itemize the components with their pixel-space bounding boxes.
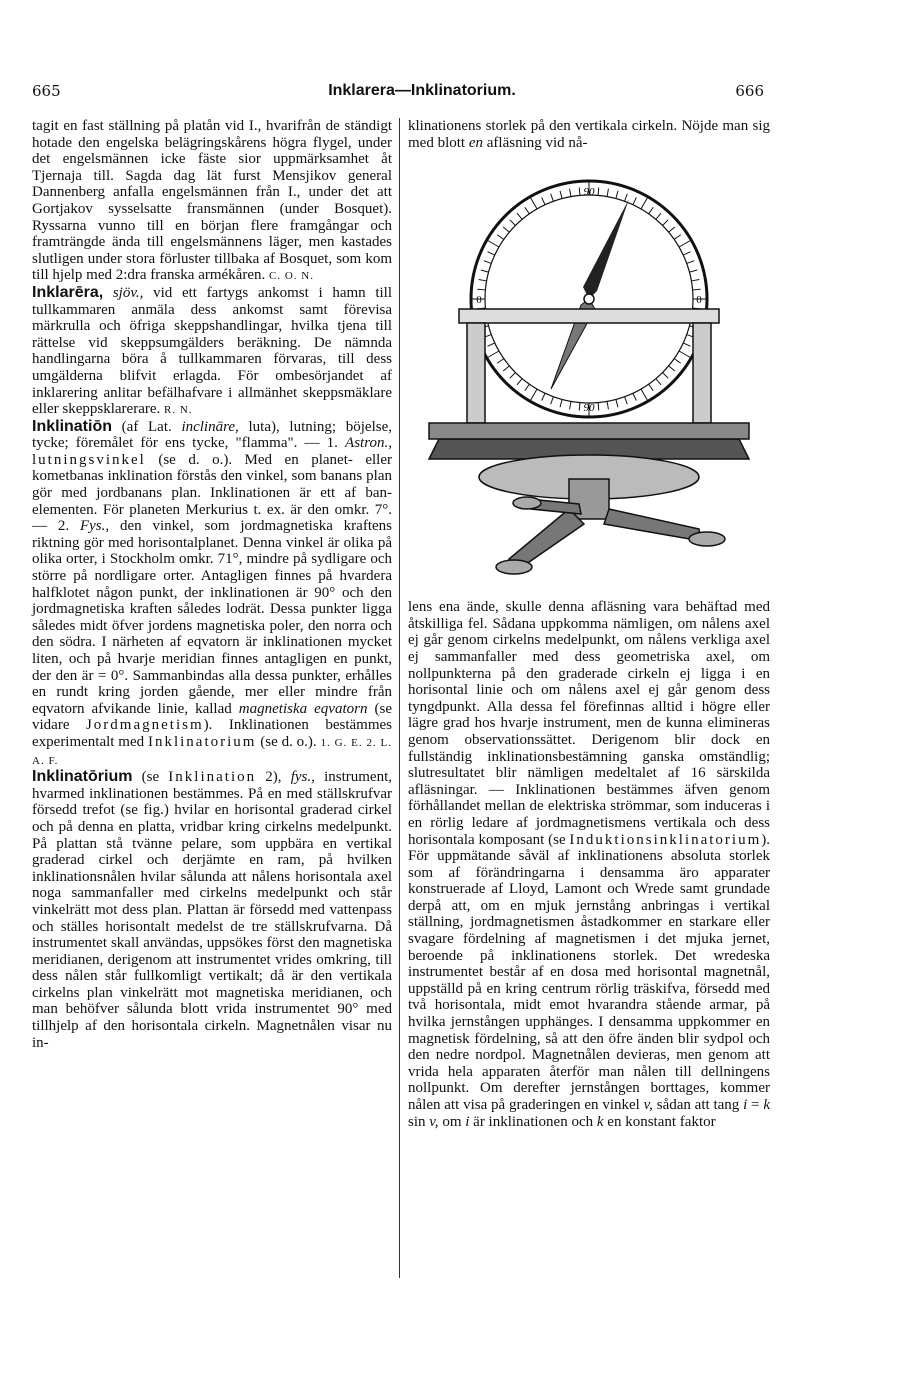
math-var: v, (643, 1097, 653, 1113)
abbr: Fys., (79, 518, 110, 535)
graduation-tick (625, 194, 628, 202)
entry-inklinatorium (32, 769, 392, 1051)
graduation-tick (598, 188, 599, 196)
graduation-tick (616, 191, 618, 199)
graduation-tick (487, 252, 494, 255)
graduation-tick (689, 270, 697, 272)
signature: C. O. N. (269, 270, 314, 283)
graduation-tick (570, 189, 571, 197)
graduation-tick (477, 289, 485, 290)
needle-axis (584, 294, 594, 304)
magnetic-needle-upper (583, 199, 629, 299)
graduation-tick (579, 403, 580, 411)
page-number-right: 666 (735, 82, 764, 100)
entry-inklination (32, 419, 392, 769)
text: är inklinationen och (469, 1113, 597, 1130)
graduation-tick (674, 359, 681, 364)
text: (se (132, 769, 169, 786)
graduation-tick (510, 373, 516, 379)
scale-label-left: 0 (476, 294, 482, 307)
inclinometer-illustration (419, 159, 759, 589)
scale-label-top: 90 (583, 186, 595, 199)
graduation-tick (693, 289, 701, 290)
pillar-left (467, 323, 485, 423)
text: ). Inklinationen bestämmes experimentalt med (32, 717, 392, 750)
text: = (747, 1097, 764, 1113)
spaced-term: Jordmagnetism (85, 717, 204, 734)
graduation-tick (487, 343, 494, 346)
text: vid ett fartygs ankomst i hamn till tullkammaren anmäla dess ankomst samt förevisa märkrulla och öfriga skeppshandlingar, hvilka tjena till rättelse vid skeppsumgälders beräkning. De nämnda handlingarna böra å tullkammaren förvaras, till dess umgälderna blifvit erlagda. För ombesörjandet af inklarering anlitar befälhafvare i allmänhet skeppsmäklare eller skeppsklarerare. (32, 284, 392, 418)
abbr: fys., (290, 769, 315, 786)
graduation-tick (656, 379, 661, 385)
graduation-tick (510, 220, 516, 226)
graduation-tick (687, 261, 695, 264)
scale-label-right: 0 (696, 294, 702, 307)
graduation-tick (633, 198, 636, 205)
graduation-tick (691, 280, 699, 281)
graduation-tick (481, 270, 489, 272)
graduation-tick (633, 393, 636, 400)
graduation-tick (656, 213, 661, 219)
signature: R. N. (164, 404, 193, 417)
leveling-screw-right (689, 532, 725, 546)
pillar-right (693, 323, 711, 423)
math-var: k (763, 1097, 770, 1113)
text: sådan att tang (652, 1097, 744, 1113)
leveling-screw-left (496, 560, 532, 574)
graduation-tick (487, 240, 499, 247)
text: (af Lat. (112, 418, 182, 435)
graduation-tick (679, 351, 691, 358)
math-var: i (465, 1113, 470, 1130)
paragraph-continued (408, 118, 770, 151)
text: ). För uppmätande såväl af inklinationens absoluta storlek som af förändringarna i densamma äro apparater konstruerade af Lloyd, Lamont och Wrede samt grundade derpå att, om en mjuk jernstång anbringas i vertikal ställning, jordmagnetismen åstadkommer en starkare eller svagare fördelning af magnetismen i det mjuka jernet, beroende på inklinationens storlek. Det wredeska instrumentet består af en dosa med horisontal magnetnål, uppställd på en kring centrum rörlig träskifva, försedd med två horisontala, midt emot hvarandra stående armar, på hvilka jernstången upphänges. I densamma uppkommer en magnetisk fördelning, så att den öfre änden blir sydpol och den nedre nordpol. Magnetnålen devieras, men genom att vrida hela apparaten återför man nålen till dellningens nollpunkt. Om derefter jernstången borttages, kommer nålen att visa på graderingen en vinkel (408, 831, 770, 1113)
graduation-tick (542, 198, 545, 205)
page-number-left: 665 (32, 82, 61, 100)
graduation-tick (551, 397, 554, 405)
spaced-term: Inklinatorium (147, 733, 257, 750)
graduation-tick (530, 197, 537, 209)
math-var: k (596, 1113, 604, 1130)
horizontal-frame-bar (459, 309, 719, 323)
base-plate-edge (429, 423, 749, 439)
spaced-term: Induktionsinklinatorium (569, 831, 762, 848)
leveling-screw-back (513, 497, 541, 509)
abbr: Astron., (345, 435, 392, 452)
graduation-tick (674, 235, 681, 240)
graduation-tick (663, 373, 669, 379)
abbr: sjöv., (112, 284, 144, 301)
graduation-tick (579, 188, 580, 196)
latin-word: inclināre, (181, 418, 239, 435)
graduation-tick (560, 191, 562, 199)
graduation-tick (560, 400, 562, 408)
graduation-tick (484, 261, 492, 264)
italic-term: magnetiska eqvatorn (238, 700, 368, 717)
graduation-tick (649, 207, 654, 214)
text: (se d. o.). (256, 733, 317, 750)
graduation-tick (598, 403, 599, 411)
graduation-tick (497, 359, 504, 364)
text: luta), lutning; böjelse, tycke; föremålet för ens tycke, "flamma". — 1. (32, 418, 392, 452)
graduation-tick (683, 343, 690, 346)
graduation-tick (517, 213, 522, 219)
graduation-tick (542, 393, 545, 400)
paragraph-inkerman (32, 118, 392, 285)
graduation-tick (679, 240, 691, 247)
entry-headword: Inklarēra, (32, 283, 104, 301)
spaced-term: Inklination (168, 769, 257, 786)
column-rule (399, 118, 400, 1278)
graduation-tick (663, 220, 669, 226)
text: om (438, 1113, 466, 1130)
text: tagit en fast ställning på platån vid I., hvarifrån de ständigt hotade den engelska belägringskårens högra flygel, under det engelsmännen icke fäste sior uppmärksamhet åt Tjernaja till. Sagda dag lät furst Mensjikov general Dannenberg anfalla engelsmännen från I., under det att Gortjakov sysselsatte fransmännen (under Bosquet). Ryssarna vunno till en början flere framgångar och framträngde ända till engelsmännens läger, men kastades slutligen under stora förluster tillbaka af Bosquet, som kom till hjelp med 2:dra franska armékåren. (32, 118, 392, 284)
signature: 1. G. E. 2. L. A. F. (32, 736, 392, 767)
text: den vinkel, som jordmagnetiska kraftens riktning gör med horisontalplanet. Denna vinkel är olika på olika orter, i Stockholm omkr. 71°, mindre på sydligare och större på nordligare orter. Antagligen finnes på hvardera halfklotet någon punkt, der inklinationen är 90° och den jordmagnetiska kraften således lodrät. Dessa punkter ligga således midt öfver jordens magnetiska poler, den norra och den södra. I närheten af eqvatorn är inklinationen mycket liten, och på hvarje meridian finnes antagligen en punkt, der den är = 0°. Sammanbindas alla dessa punkter, erhålles en rundt kring jorden gående, mer eller mindre från eqvatorn afvikande linie, kallad (32, 518, 392, 717)
text: afläsning vid nå- (483, 134, 588, 151)
text: sin (408, 1113, 430, 1130)
text: lens ena ände, skulle denna afläsning vara behäftad med åtskilliga fel. Sådana uppkomma nämligen, om nålens axel ej går genom cirkelns medelpunkt, om nålens verkliga axel ej sammanfaller med dess geometriska axel, om nollpunkterna på den graderade cirkeln ej ligga i en horisontal linie och om nålens axel ej går genom dess tyngdpunkt. Alla dessa fel förefinnas alltid i högre eller lägre grad hos hvarje instrument, men de kunna elimineras genom observationssättet. Derigenom blir dock en fullständig inklinationsbestämning ganska omständlig; slutresultatet blir nämligen medeltalet af 16 särskilda afläsningar. — Inklinationen bestämmes äfven genom förhållandet mellan de elektriska strömmar, som induceras i en rörlig ledare af jordmagnetismens vertikala och dess horisontala komposant (se (408, 599, 770, 848)
paragraph-after-figure (408, 599, 770, 1130)
running-title-text: Inklarera—Inklinatorium. (328, 82, 516, 99)
graduation-tick (669, 227, 675, 232)
entry-headword: Inklinatōrium (32, 768, 133, 786)
graduation-tick (641, 389, 648, 401)
running-title (0, 82, 904, 100)
entry-headword: Inklinatiōn (32, 417, 112, 435)
math-var: v, (429, 1113, 439, 1130)
text: 2), (256, 769, 291, 786)
graduation-tick (669, 366, 675, 371)
graduation-tick (487, 351, 499, 358)
graduation-tick (503, 366, 509, 371)
text: klinationens storlek på den vertikala cirkeln. Nöjde man sig med blott (408, 118, 770, 151)
graduation-tick (525, 384, 530, 391)
spaced-term: lutningsvinkel (32, 451, 146, 468)
text: (se vidare (32, 700, 392, 734)
text: instrument, hvarmed inklinationen bestämmes. På en med ställskrufvar försedd trefot (se fig.) hvilar en horisontal graderad cirkel och på denna en platta, vridbar kring cirkelns medelpunkt. På plattan stå tvänne pelare, som uppbära en vertikal graderad cirkel och derjämte en ram, på hvilken inklinationsnålen hvilar sålunda att nålens horisontala axel noga sammanfaller med cirkelns medelpunkt och står vinkelrätt mot dess plan. Plattan är försedd med vattenpass och ställes horisontalt medelst de tre ställskrufvarna. Då instrumentet skall användas, uppsökes först den magnetiska meridianen, derigenom att instrumentet vrides omkring, till dess nålen står fullkomligt vertikalt; då är den vertikala cirkelns plan vinkelrätt mot magnetiska meridianen, och man behöfver sålunda blott vrida instrumentet 90° med tillhjelp af den horisontala cirkeln. Magnetnålen visar nu in- (32, 769, 392, 1051)
graduation-tick (570, 402, 571, 410)
text: en konstant faktor (603, 1113, 716, 1130)
entry-inklarera (32, 285, 392, 419)
graduation-tick (607, 189, 608, 197)
tripod-leg-right (604, 509, 701, 541)
graduation-tick (525, 207, 530, 214)
graduation-tick (616, 400, 618, 408)
graduation-tick (641, 197, 648, 209)
graduation-tick (497, 235, 504, 240)
graduation-tick (517, 379, 522, 385)
graduation-tick (479, 280, 487, 281)
graduation-tick (625, 397, 628, 405)
left-column (32, 118, 392, 1051)
graduation-tick (649, 384, 654, 391)
italic-word: en (468, 134, 483, 151)
graduation-tick (607, 402, 608, 410)
graduation-tick (530, 389, 537, 401)
graduation-tick (683, 252, 690, 255)
math-var: i (743, 1097, 748, 1113)
right-column (408, 118, 770, 1130)
scale-label-bottom: 90 (583, 402, 595, 415)
graduation-tick (551, 194, 554, 202)
text: (se d. o.). Med en planet- eller kometbanas inklination förstås den vinkel, som banans plan gör med jordbanans plan. Inklinationen är ett af ban-elementen. För planeten Merkurius t. ex. är den omkr. 7°. — 2. (32, 451, 392, 535)
graduation-tick (503, 227, 509, 232)
